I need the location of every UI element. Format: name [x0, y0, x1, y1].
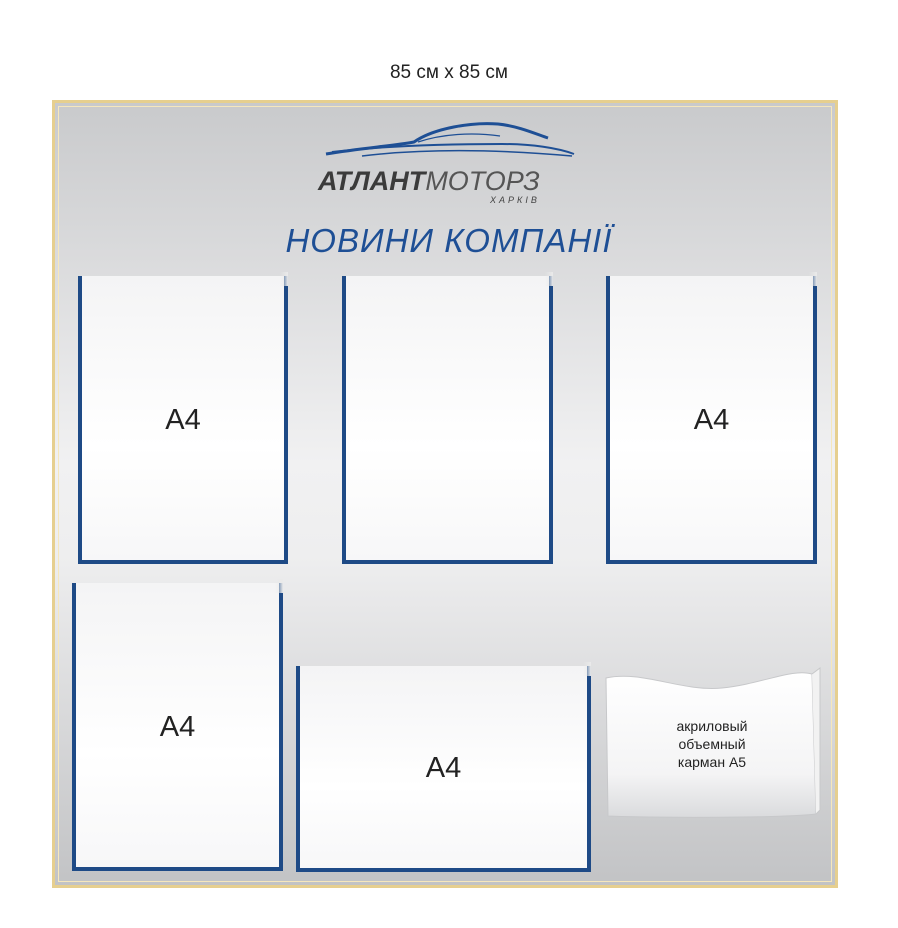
pocket-a4-2	[342, 276, 553, 564]
pocket-label: А4	[425, 752, 462, 784]
pocket-a4-landscape	[296, 666, 591, 872]
brand-name-thin: МОТОРЗ	[425, 166, 540, 196]
pocket-label: А4	[165, 404, 201, 436]
pocket-a4-3	[606, 276, 817, 564]
brand-name-bold: АТЛАНТ	[318, 166, 426, 196]
pocket-label: А4	[693, 404, 730, 436]
acrylic-line: объемный	[678, 736, 746, 752]
dimensions-label: 85 см х 85 см	[389, 62, 508, 83]
stand-heading: НОВИНИ КОМПАНІЇ	[285, 222, 613, 259]
pocket-a4-4	[72, 583, 283, 871]
acrylic-line: карман А5	[677, 754, 747, 770]
acrylic-pocket-label	[602, 717, 822, 771]
brand-logotype	[318, 164, 578, 198]
pocket-label: А4	[159, 711, 196, 743]
car-silhouette-logo-icon	[322, 118, 578, 162]
pocket-a4-1	[78, 276, 288, 564]
acrylic-line: акриловый	[676, 718, 748, 734]
brand-city: ХАРКІВ	[490, 195, 540, 205]
